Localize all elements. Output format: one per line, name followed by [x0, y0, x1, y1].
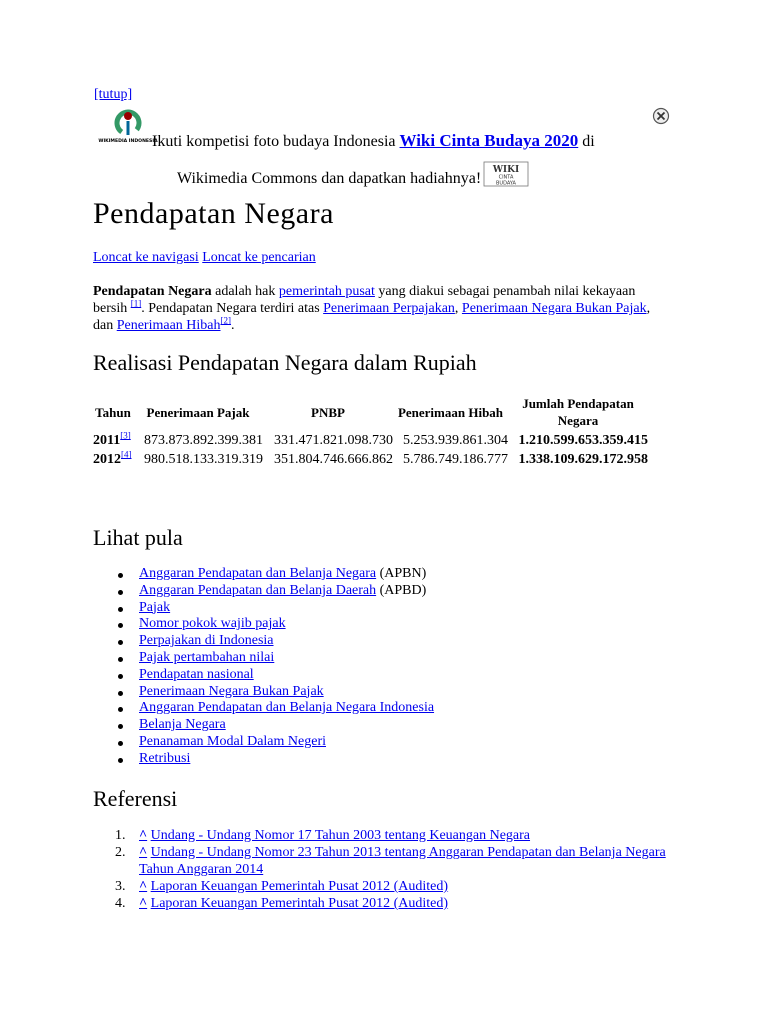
intro-text: , dan [93, 301, 651, 333]
table-row [93, 432, 648, 451]
ref-link[interactable]: Undang - Undang Nomor 17 Tahun 2003 tentang Keuangan Negara [150, 828, 531, 843]
wikimedia-logo-icon [98, 108, 158, 148]
list-item [139, 616, 434, 633]
list-item [139, 583, 434, 600]
wikimedia-logo-text: WIKIMEDIA INDONESIA [98, 139, 158, 144]
intro-text: , [454, 301, 462, 316]
see-also-link[interactable]: Penerimaan Negara Bukan Pajak [139, 683, 324, 699]
jump-links [93, 250, 316, 266]
section-heading-realisasi: Realisasi Pendapatan Negara dalam Rupiah [93, 350, 477, 375]
intro-term: Pendapatan Negara [93, 284, 212, 299]
col-header-tahun: Tahun [95, 404, 131, 420]
list-item [139, 734, 434, 751]
pemerintah-pusat-link[interactable]: pemerintah pusat [278, 284, 375, 299]
see-also-link[interactable]: Pajak [139, 599, 171, 615]
pnbp-cell: 351.804.746.666.862 [274, 452, 393, 467]
banner-text-before: Ikuti kompetisi foto budaya Indonesia [152, 133, 400, 150]
wiki-cinta-budaya-logo-icon [483, 161, 529, 187]
ref-link[interactable]: Undang - Undang Nomor 23 Tahun 2013 tentang Anggaran Pendapatan dan Belanja Negara Tahun Anggaran 2014 [139, 845, 666, 877]
jump-to-navigation-link[interactable]: Loncat ke navigasi [93, 250, 199, 265]
jumlah-cell: 1.338.109.629.172.958 [518, 452, 648, 467]
list-item [115, 878, 679, 895]
intro-text: . [231, 318, 235, 333]
col-header-jumlah: Jumlah Pendapatan Negara [522, 396, 634, 428]
ref-link[interactable]: Laporan Keuangan Pemerintah Pusat 2012 (Audited) [150, 879, 449, 894]
list-item [139, 717, 434, 734]
jump-to-search-link[interactable]: Loncat ke pencarian [202, 250, 316, 265]
col-header-pajak: Penerimaan Pajak [146, 404, 250, 420]
pajak-cell: 980.518.133.319.319 [144, 452, 263, 467]
svg-text:BUDAYA: BUDAYA [496, 180, 517, 187]
list-item [139, 751, 434, 768]
col-header-pnbp: PNBP [311, 404, 345, 420]
year-cell [93, 432, 133, 451]
see-also-link[interactable]: Pajak pertambahan nilai [139, 649, 275, 665]
ref-1-link[interactable]: [1] [130, 298, 142, 309]
tutup-link[interactable]: [tutup] [94, 87, 133, 102]
penerimaan-hibah-link[interactable]: Penerimaan Hibah [116, 318, 221, 333]
see-also-link[interactable]: Penanaman Modal Dalam Negeri [139, 733, 326, 749]
table-row [93, 451, 648, 470]
ref-number: 4. [115, 896, 126, 911]
year-value: 2012 [93, 452, 121, 467]
ref-backlink[interactable]: ^ [139, 828, 148, 843]
year-value: 2011 [93, 433, 121, 448]
see-also-link[interactable]: Pendapatan nasional [139, 666, 254, 682]
intro-text: adalah hak [211, 284, 279, 299]
realisasi-table [93, 395, 648, 470]
list-item [139, 667, 434, 684]
banner-line-2 [177, 161, 529, 188]
ref-number: 2. [115, 845, 126, 860]
see-also-link[interactable]: Anggaran Pendapatan dan Belanja Daerah [139, 582, 377, 598]
jumlah-cell: 1.210.599.653.359.415 [518, 433, 648, 448]
list-item [115, 895, 679, 912]
ref-backlink[interactable]: ^ [139, 896, 148, 911]
banner-line-1 [152, 131, 595, 151]
list-item [115, 827, 679, 844]
references-list [93, 827, 679, 912]
intro-text: yang diakui sebagai penambah nilai kekayaan bersih [93, 284, 636, 316]
see-also-link[interactable]: Perpajakan di Indonesia [139, 633, 274, 649]
banner-text-after: di [578, 133, 595, 150]
ref-number: 1. [115, 828, 126, 843]
see-also-link[interactable]: Belanja Negara [139, 717, 226, 733]
close-icon[interactable] [652, 107, 670, 125]
section-heading-lihat-pula: Lihat pula [93, 525, 183, 550]
list-item [115, 844, 679, 878]
see-also-suffix: (APBD) [376, 582, 427, 598]
see-also-link[interactable]: Anggaran Pendapatan dan Belanja Negara Indonesia [139, 700, 435, 716]
ref-backlink[interactable]: ^ [139, 845, 148, 860]
ref-number: 3. [115, 879, 126, 894]
banner-close-link[interactable] [94, 87, 132, 103]
wiki-cinta-budaya-link[interactable]: Wiki Cinta Budaya 2020 [399, 131, 579, 150]
intro-paragraph [93, 283, 653, 334]
svg-text:WIKI: WIKI [492, 165, 520, 175]
section-heading-referensi: Referensi [93, 786, 178, 811]
list-item [139, 700, 434, 717]
hibah-cell: 5.253.939.861.304 [403, 433, 508, 448]
banner-line2-text: Wikimedia Commons dan dapatkan hadiahnya! [177, 170, 482, 187]
penerimaan-perpajakan-link[interactable]: Penerimaan Perpajakan [323, 301, 455, 316]
ref-link[interactable]: Laporan Keuangan Pemerintah Pusat 2012 (Audited) [150, 896, 449, 911]
see-also-link[interactable]: Anggaran Pendapatan dan Belanja Negara [139, 566, 377, 581]
list-item [139, 650, 434, 667]
list-item [139, 566, 434, 583]
list-item [139, 600, 434, 617]
ref-backlink[interactable]: ^ [139, 879, 148, 894]
list-item [139, 633, 434, 650]
pajak-cell: 873.873.892.399.381 [144, 433, 263, 448]
see-also-link[interactable]: Nomor pokok wajib pajak [139, 616, 286, 632]
ref-2-link[interactable]: [2] [220, 315, 232, 326]
hibah-cell: 5.786.749.186.777 [403, 452, 508, 467]
svg-text:CINTA: CINTA [498, 174, 514, 181]
penerimaan-negara-bukan-pajak-link[interactable]: Penerimaan Negara Bukan Pajak [461, 301, 647, 316]
year-cell [93, 451, 133, 470]
page-title: Pendapatan Negara [93, 197, 334, 230]
see-also-suffix: (APBN) [376, 566, 427, 581]
pnbp-cell: 331.471.821.098.730 [274, 433, 393, 448]
ref-3-link[interactable]: [3] [120, 430, 131, 441]
ref-4-link[interactable]: [4] [121, 449, 132, 460]
see-also-link[interactable]: Retribusi [139, 750, 191, 766]
see-also-list [93, 566, 434, 768]
col-header-hibah: Penerimaan Hibah [397, 404, 504, 420]
intro-text: . Pendapatan Negara terdiri atas [141, 301, 324, 316]
list-item [139, 684, 434, 701]
